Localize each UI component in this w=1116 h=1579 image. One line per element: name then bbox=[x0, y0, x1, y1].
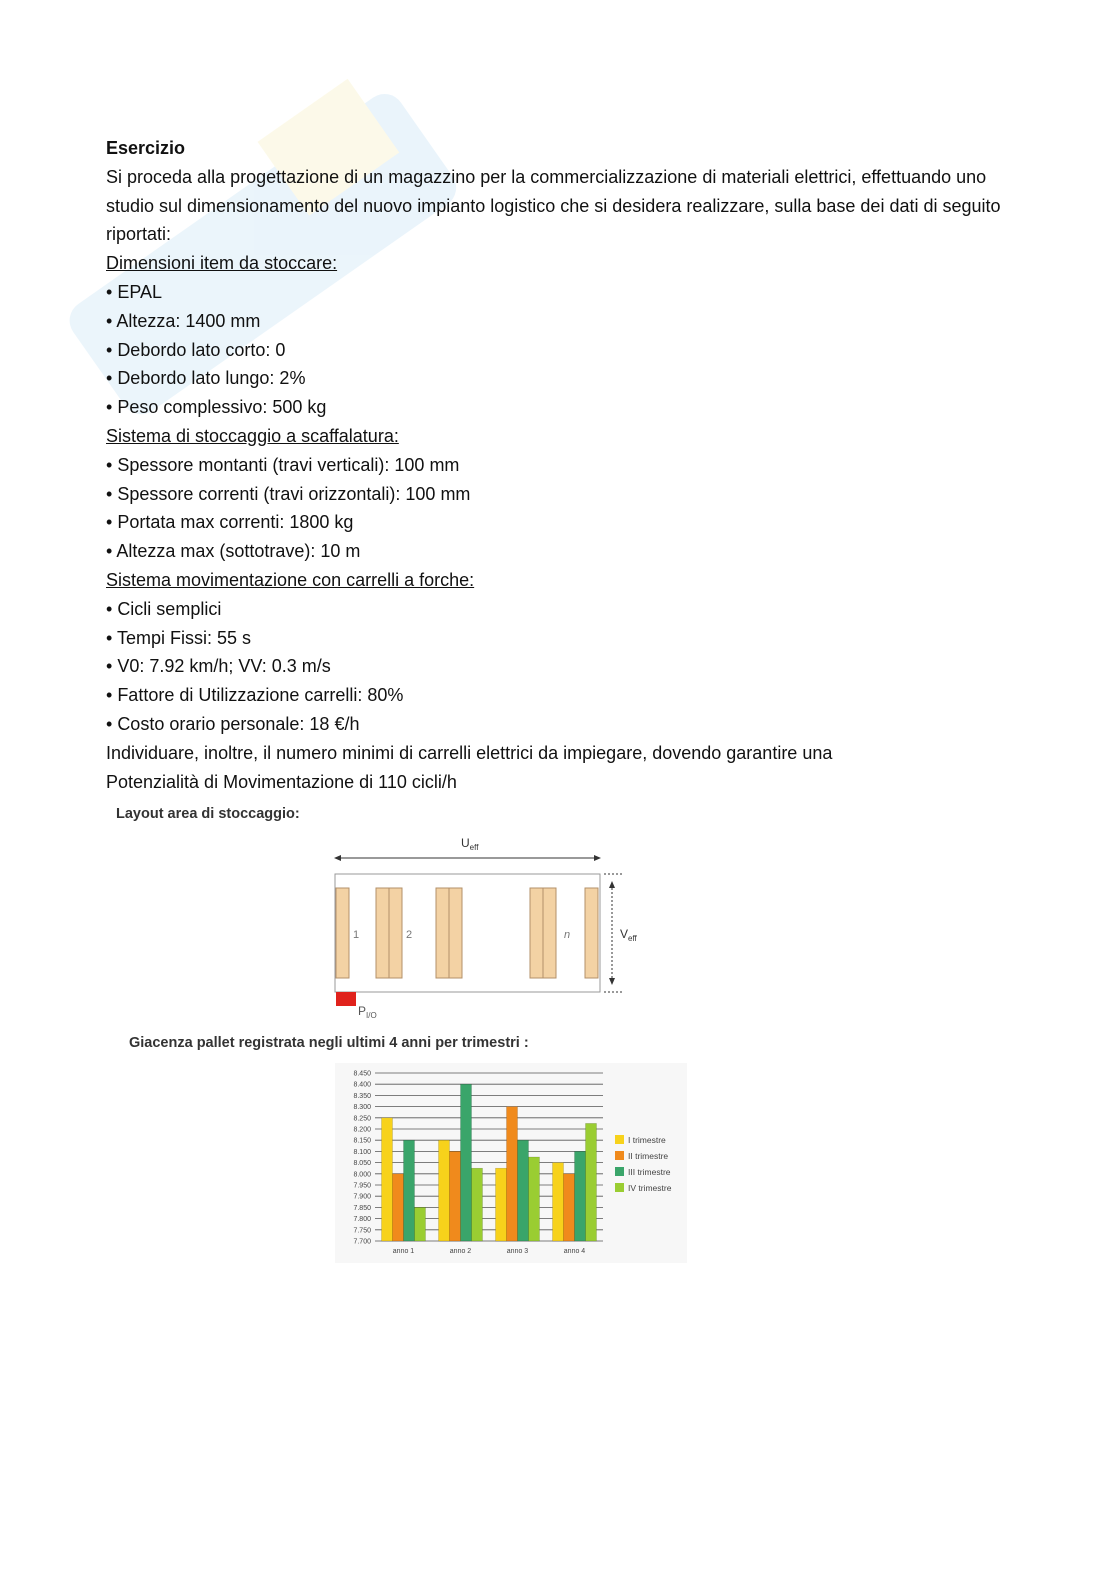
bar bbox=[507, 1107, 518, 1241]
rack-label: n bbox=[564, 929, 571, 941]
bar bbox=[564, 1174, 575, 1241]
bar bbox=[415, 1207, 426, 1241]
height-label: $V_{eff}$ bbox=[620, 927, 637, 943]
io-point-label: $P_{I/O}$ bbox=[358, 1004, 377, 1020]
width-label: $U_{eff}$ bbox=[461, 836, 479, 852]
rack-label: 1 bbox=[353, 929, 360, 941]
y-tick-label: 8.000 bbox=[353, 1171, 371, 1179]
bullet-item: • Spessore correnti (travi orizzontali): 100 mm bbox=[106, 480, 1026, 509]
bar bbox=[472, 1168, 483, 1241]
y-tick-label: 7.750 bbox=[353, 1227, 371, 1235]
bullet-item: • Debordo lato corto: 0 bbox=[106, 336, 1026, 365]
bullet-item: • Portata max correnti: 1800 kg bbox=[106, 508, 1026, 537]
bar bbox=[393, 1174, 404, 1241]
chart-caption: Giacenza pallet registrata negli ultimi 4 anni per trimestri : bbox=[129, 1035, 529, 1051]
io-point-marker bbox=[336, 992, 356, 1006]
y-tick-label: 7.700 bbox=[353, 1238, 371, 1246]
bar bbox=[575, 1151, 586, 1241]
legend-label: III trimestre bbox=[628, 1167, 671, 1177]
bullet-item: • Peso complessivo: 500 kg bbox=[106, 393, 1026, 422]
legend-swatch bbox=[615, 1151, 624, 1160]
bar bbox=[586, 1123, 597, 1241]
section-heading-rack-system: Sistema di stoccaggio a scaffalatura: bbox=[106, 425, 399, 446]
quarterly-stock-chart bbox=[335, 1063, 687, 1263]
closing-line: Individuare, inoltre, il numero minimi di carrelli elettrici da impiegare, dovendo garantire una bbox=[106, 742, 833, 763]
bullet-item: • V0: 7.92 km/h; VV: 0.3 m/s bbox=[106, 652, 1026, 681]
bullet-item: • Fattore di Utilizzazione carrelli: 80% bbox=[106, 681, 1026, 710]
bar bbox=[553, 1163, 564, 1241]
exercise-text bbox=[106, 134, 1026, 796]
layout-caption: Layout area di stoccaggio: bbox=[116, 806, 300, 822]
rack-label: 2 bbox=[406, 929, 413, 941]
bar bbox=[439, 1140, 450, 1241]
bullet-item: • Cicli semplici bbox=[106, 595, 1026, 624]
legend-swatch bbox=[615, 1135, 624, 1144]
bullet-item: • Costo orario personale: 18 €/h bbox=[106, 710, 1026, 739]
bullet-item: • Spessore montanti (travi verticali): 100 mm bbox=[106, 451, 1026, 480]
storage-area-outline bbox=[335, 874, 600, 992]
rack bbox=[336, 888, 349, 978]
y-tick-label: 8.400 bbox=[353, 1081, 371, 1089]
legend-swatch bbox=[615, 1183, 624, 1192]
rack bbox=[543, 888, 556, 978]
y-tick-label: 7.900 bbox=[353, 1193, 371, 1201]
bar bbox=[529, 1157, 540, 1241]
x-tick-label: anno 4 bbox=[563, 1248, 586, 1255]
section-heading-forklift-system: Sistema movimentazione con carrelli a forche: bbox=[106, 569, 475, 590]
bar bbox=[450, 1151, 461, 1241]
bar bbox=[496, 1168, 507, 1241]
y-tick-label: 8.200 bbox=[353, 1126, 371, 1134]
y-tick-label: 8.300 bbox=[353, 1104, 371, 1112]
bullet-item: • EPAL bbox=[106, 278, 1026, 307]
exercise-title: Esercizio bbox=[106, 138, 186, 158]
x-tick-label: anno 2 bbox=[449, 1248, 472, 1255]
legend-swatch bbox=[615, 1167, 624, 1176]
rack bbox=[389, 888, 402, 978]
y-tick-label: 8.250 bbox=[353, 1115, 371, 1123]
bullet-item: • Tempi Fissi: 55 s bbox=[106, 624, 1026, 653]
y-tick-label: 8.050 bbox=[353, 1160, 371, 1168]
section-heading-item-dimensions: Dimensioni item da stoccare: bbox=[106, 253, 338, 274]
rack bbox=[449, 888, 462, 978]
legend-label: II trimestre bbox=[628, 1151, 669, 1161]
x-tick-label: anno 3 bbox=[506, 1248, 529, 1255]
bar bbox=[382, 1118, 393, 1241]
y-tick-label: 8.150 bbox=[353, 1137, 371, 1145]
legend-label: I trimestre bbox=[628, 1135, 666, 1145]
exercise-intro: Si proceda alla progettazione di un magazzino per la commercializzazione di materiali elettrici, effettuando uno studio sul dimensionamento del nuovo impianto logistico che si desidera realizzare, sulla base dei dati di seguito riportati: bbox=[106, 166, 1001, 245]
y-tick-label: 7.800 bbox=[353, 1216, 371, 1224]
closing-line: Potenzialità di Movimentazione di 110 cicli/h bbox=[106, 771, 457, 792]
bar bbox=[461, 1084, 472, 1241]
bullet-item: • Altezza: 1400 mm bbox=[106, 307, 1026, 336]
y-tick-label: 8.350 bbox=[353, 1092, 371, 1100]
legend-label: IV trimestre bbox=[628, 1183, 672, 1193]
bullet-item: • Debordo lato lungo: 2% bbox=[106, 364, 1026, 393]
bar bbox=[518, 1140, 529, 1241]
rack bbox=[530, 888, 543, 978]
y-tick-label: 8.100 bbox=[353, 1148, 371, 1156]
layout-diagram bbox=[330, 832, 650, 1028]
x-tick-label: anno 1 bbox=[392, 1248, 415, 1255]
bar bbox=[404, 1140, 415, 1241]
rack bbox=[436, 888, 449, 978]
bullet-item: • Altezza max (sottotrave): 10 m bbox=[106, 537, 1026, 566]
y-tick-label: 8.450 bbox=[353, 1070, 371, 1078]
rack bbox=[376, 888, 389, 978]
y-tick-label: 7.850 bbox=[353, 1204, 371, 1212]
y-tick-label: 7.950 bbox=[353, 1182, 371, 1190]
rack bbox=[585, 888, 598, 978]
